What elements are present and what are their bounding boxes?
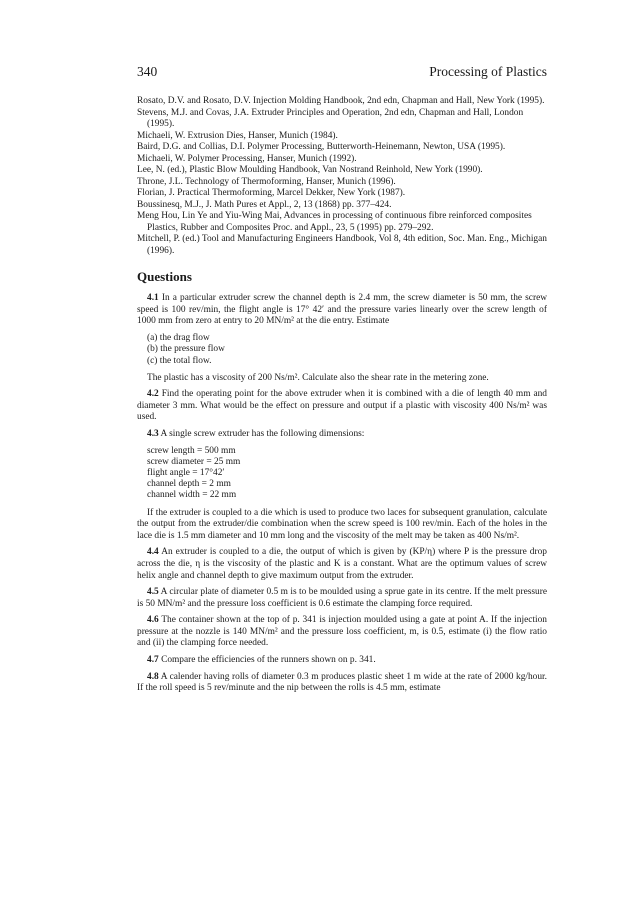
question-text: A circular plate of diameter 0.5 m is to be moulded using a sprue gate in its centre. If the melt pressure is 50 MN/m² and the pressure loss coefficient is 0.6 estimate the clamping force required. xyxy=(137,587,547,609)
question-text: Compare the efficiencies of the runners shown on p. 341. xyxy=(161,655,376,666)
dimension-line: channel width = 22 mm xyxy=(147,490,237,501)
questions-section xyxy=(137,293,547,695)
reference-item: Florian, J. Practical Thermoforming, Marcel Dekker, New York (1987). xyxy=(137,188,406,198)
question-text: A calender having rolls of diameter 0.3 m produces plastic sheet 1 m wide at the rate of 2000 kg/hour. If the roll speed is 5 rev/minute and the nip between the rolls is 4.5 mm, estimate xyxy=(137,671,547,694)
page xyxy=(137,64,547,700)
reference-item: Michaeli, W. Extrusion Dies, Hanser, Munich (1984). xyxy=(137,130,338,141)
reference-item: Meng Hou, Lin Ye and Yiu-Wing Mai, Advances in processing of continuous fibre reinforced composites Plastics, Rubber and Composites Proc. and Appl., 23, 5 (1995) pp. 279–292. xyxy=(137,211,532,233)
question-4-8 xyxy=(137,672,547,695)
reference-item: Boussinesq, M.J., J. Math Pures et Appl., 2, 13 (1868) pp. 377–424. xyxy=(137,199,392,210)
question-4-6 xyxy=(137,615,547,650)
question-4-2 xyxy=(137,389,547,424)
list-item: (b) the pressure flow xyxy=(147,344,225,355)
question-4-3-note: If the extruder is coupled to a die which is used to produce two laces for subsequent granulation, calculate the output from the extruder/die combination when the screw speed is 100 rev/min. Each of the holes in the lace die is 1.5 mm diameter and 10 mm long and the viscosity of the melt may be taken as 400 Ns/m². xyxy=(137,507,547,541)
dimension-line: channel depth = 2 mm xyxy=(147,479,231,490)
question-number: 4.6 xyxy=(147,615,159,626)
question-number: 4.5 xyxy=(147,587,159,598)
list-item: (c) the total flow. xyxy=(147,355,212,366)
question-number: 4.3 xyxy=(147,428,159,439)
question-4-3 xyxy=(137,429,547,441)
question-4-1-items xyxy=(147,333,547,368)
reference-list xyxy=(137,96,547,257)
question-text: Find the operating point for the above extruder when it is combined with a die of length 40 mm and diameter 3 mm. What would be the effect on pressure and output if a plastic with viscosity 400 Ns/m² was used. xyxy=(137,389,547,423)
reference-item: Throne, J.L. Technology of Thermoforming, Hanser, Munich (1996). xyxy=(137,176,396,187)
question-4-1 xyxy=(137,293,547,328)
question-text: An extruder is coupled to a die, the output of which is given by (KP/η) where P is the pressure drop across the die, η is the viscosity of the plastic and K is a constant. What are the optimum values of screw helix angle and channel depth to give maximum output from the extruder. xyxy=(137,547,547,581)
page-header xyxy=(137,64,547,86)
page-number: 340 xyxy=(137,64,158,79)
question-4-7 xyxy=(137,655,547,667)
reference-item: Lee, N. (ed.), Plastic Blow Moulding Handbook, Van Nostrand Reinhold, New York (1990). xyxy=(137,165,483,175)
question-text: A single screw extruder has the following dimensions: xyxy=(160,428,365,439)
question-text: The container shown at the top of p. 341 is injection moulded using a gate at point A. If the injection pressure at the nozzle is 140 MN/m² and the pressure loss coefficient, m, is 0.5, estimate (i) the flow ratio and (ii) the clamping force needed. xyxy=(137,615,547,649)
reference-item: Baird, D.G. and Collias, D.I. Polymer Processing, Butterworth-Heinemann, Newton, USA (1995). xyxy=(137,142,506,152)
list-item: (a) the drag flow xyxy=(147,332,210,343)
question-4-4 xyxy=(137,547,547,582)
reference-item: Mitchell, P. (ed.) Tool and Manufacturing Engineers Handbook, Vol 8, 4th edition, Soc. Man. Eng., Michigan (1996). xyxy=(137,234,547,256)
question-4-1-note: The plastic has a viscosity of 200 Ns/m². Calculate also the shear rate in the metering zone. xyxy=(147,372,489,383)
question-number: 4.8 xyxy=(147,671,159,682)
reference-item: Rosato, D.V. and Rosato, D.V. Injection Molding Handbook, 2nd edn, Chapman and Hall, New York (1995). xyxy=(137,96,545,106)
question-4-3-dimensions xyxy=(147,446,547,502)
reference-item: Michaeli, W. Polymer Processing, Hanser, Munich (1992). xyxy=(137,153,357,164)
dimension-line: flight angle = 17°42′ xyxy=(147,467,225,478)
question-number: 4.4 xyxy=(147,547,159,558)
questions-heading: Questions xyxy=(137,269,192,284)
running-title: Processing of Plastics xyxy=(429,64,547,79)
dimension-line: screw diameter = 25 mm xyxy=(147,456,241,467)
question-text: In a particular extruder screw the channel depth is 2.4 mm, the screw diameter is 50 mm, the screw speed is 100 rev/min, the flight angle is 17° 42′ and the pressure varies linearly over the screw length of 1000 mm from zero at entry to 20 MN/m² at the die entry. Estimate xyxy=(137,293,548,327)
question-number: 4.2 xyxy=(147,389,159,400)
question-number: 4.1 xyxy=(147,293,159,303)
dimension-line: screw length = 500 mm xyxy=(147,445,236,456)
reference-item: Stevens, M.J. and Covas, J.A. Extruder Principles and Operation, 2nd edn, Chapman and Hall, London (1995). xyxy=(137,107,524,129)
question-4-5 xyxy=(137,587,547,610)
question-number: 4.7 xyxy=(147,655,159,666)
